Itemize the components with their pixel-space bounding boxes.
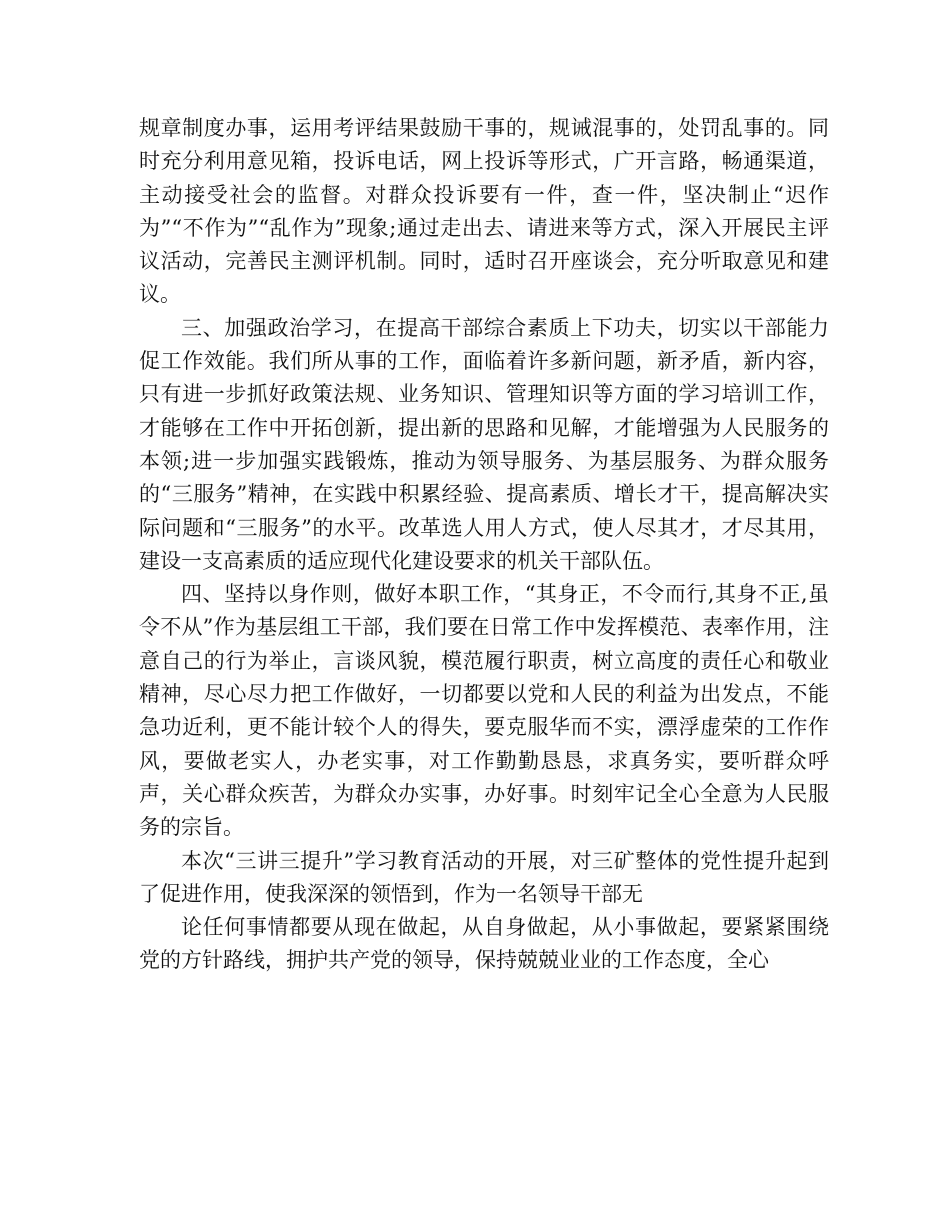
paragraph-1: 规章制度办事，运用考评结果鼓励干事的，规诫混事的，处罚乱事的。同时充分利用意见箱，投诉电话，网上投诉等形式，广开言路，畅通渠道，主动接受社会的监督。对群众投诉要有一件，查一件，坚决制止“迟作为”“不作为”“乱作为”现象;通过走出去、请进来等方式，深入开展民主评议活动，完善民主测评机制。同时，适时召开座谈会，充分听取意见和建议。 bbox=[139, 116, 829, 307]
paragraph-5: 论任何事情都要从现在做起，从自身做起，从小事做起，要紧紧围绕党的方针路线，拥护共产党的领导，保持兢兢业业的工作态度，全心 bbox=[139, 915, 829, 973]
paragraph-4: 本次“三讲三提升”学习教育活动的开展，对三矿整体的党性提升起到了促进作用，使我深深的领悟到，作为一名领导干部无 bbox=[139, 848, 829, 906]
paragraph-2: 三、加强政治学习，在提高干部综合素质上下功夫，切实以干部能力促工作效能。我们所从事的工作，面临着许多新问题，新矛盾，新内容，只有进一步抓好政策法规、业务知识、管理知识等方面的学习培训工作，才能够在工作中开拓创新，提出新的思路和见解，才能增强为人民服务的本领;进一步加强实践锻炼，推动为领导服务、为基层服务、为群众服务的“三服务”精神，在实践中积累经验、提高素质、增长才干，提高解决实际问题和“三服务”的水平。改革选人用人方式，使人尽其才，才尽其用，建设一支高素质的适应现代化建设要求的机关干部队伍。 bbox=[139, 315, 829, 573]
document-page bbox=[139, 112, 829, 978]
paragraph-3: 四、坚持以身作则，做好本职工作，“其身正，不令而行,其身不正,虽令不从”作为基层组工干部，我们要在日常工作中发挥模范、表率作用，注意自己的行为举止，言谈风貌，模范履行职责，树立高度的责任心和敬业精神，尽心尽力把工作做好，一切都要以党和人民的利益为出发点，不能急功近利，更不能计较个人的得失，要克服华而不实，漂浮虚荣的工作作风，要做老实人，办老实事，对工作勤勤恳恳，求真务实，要听群众呼声，关心群众疾苦，为群众办实事，办好事。时刻牢记全心全意为人民服务的宗旨。 bbox=[139, 582, 829, 840]
